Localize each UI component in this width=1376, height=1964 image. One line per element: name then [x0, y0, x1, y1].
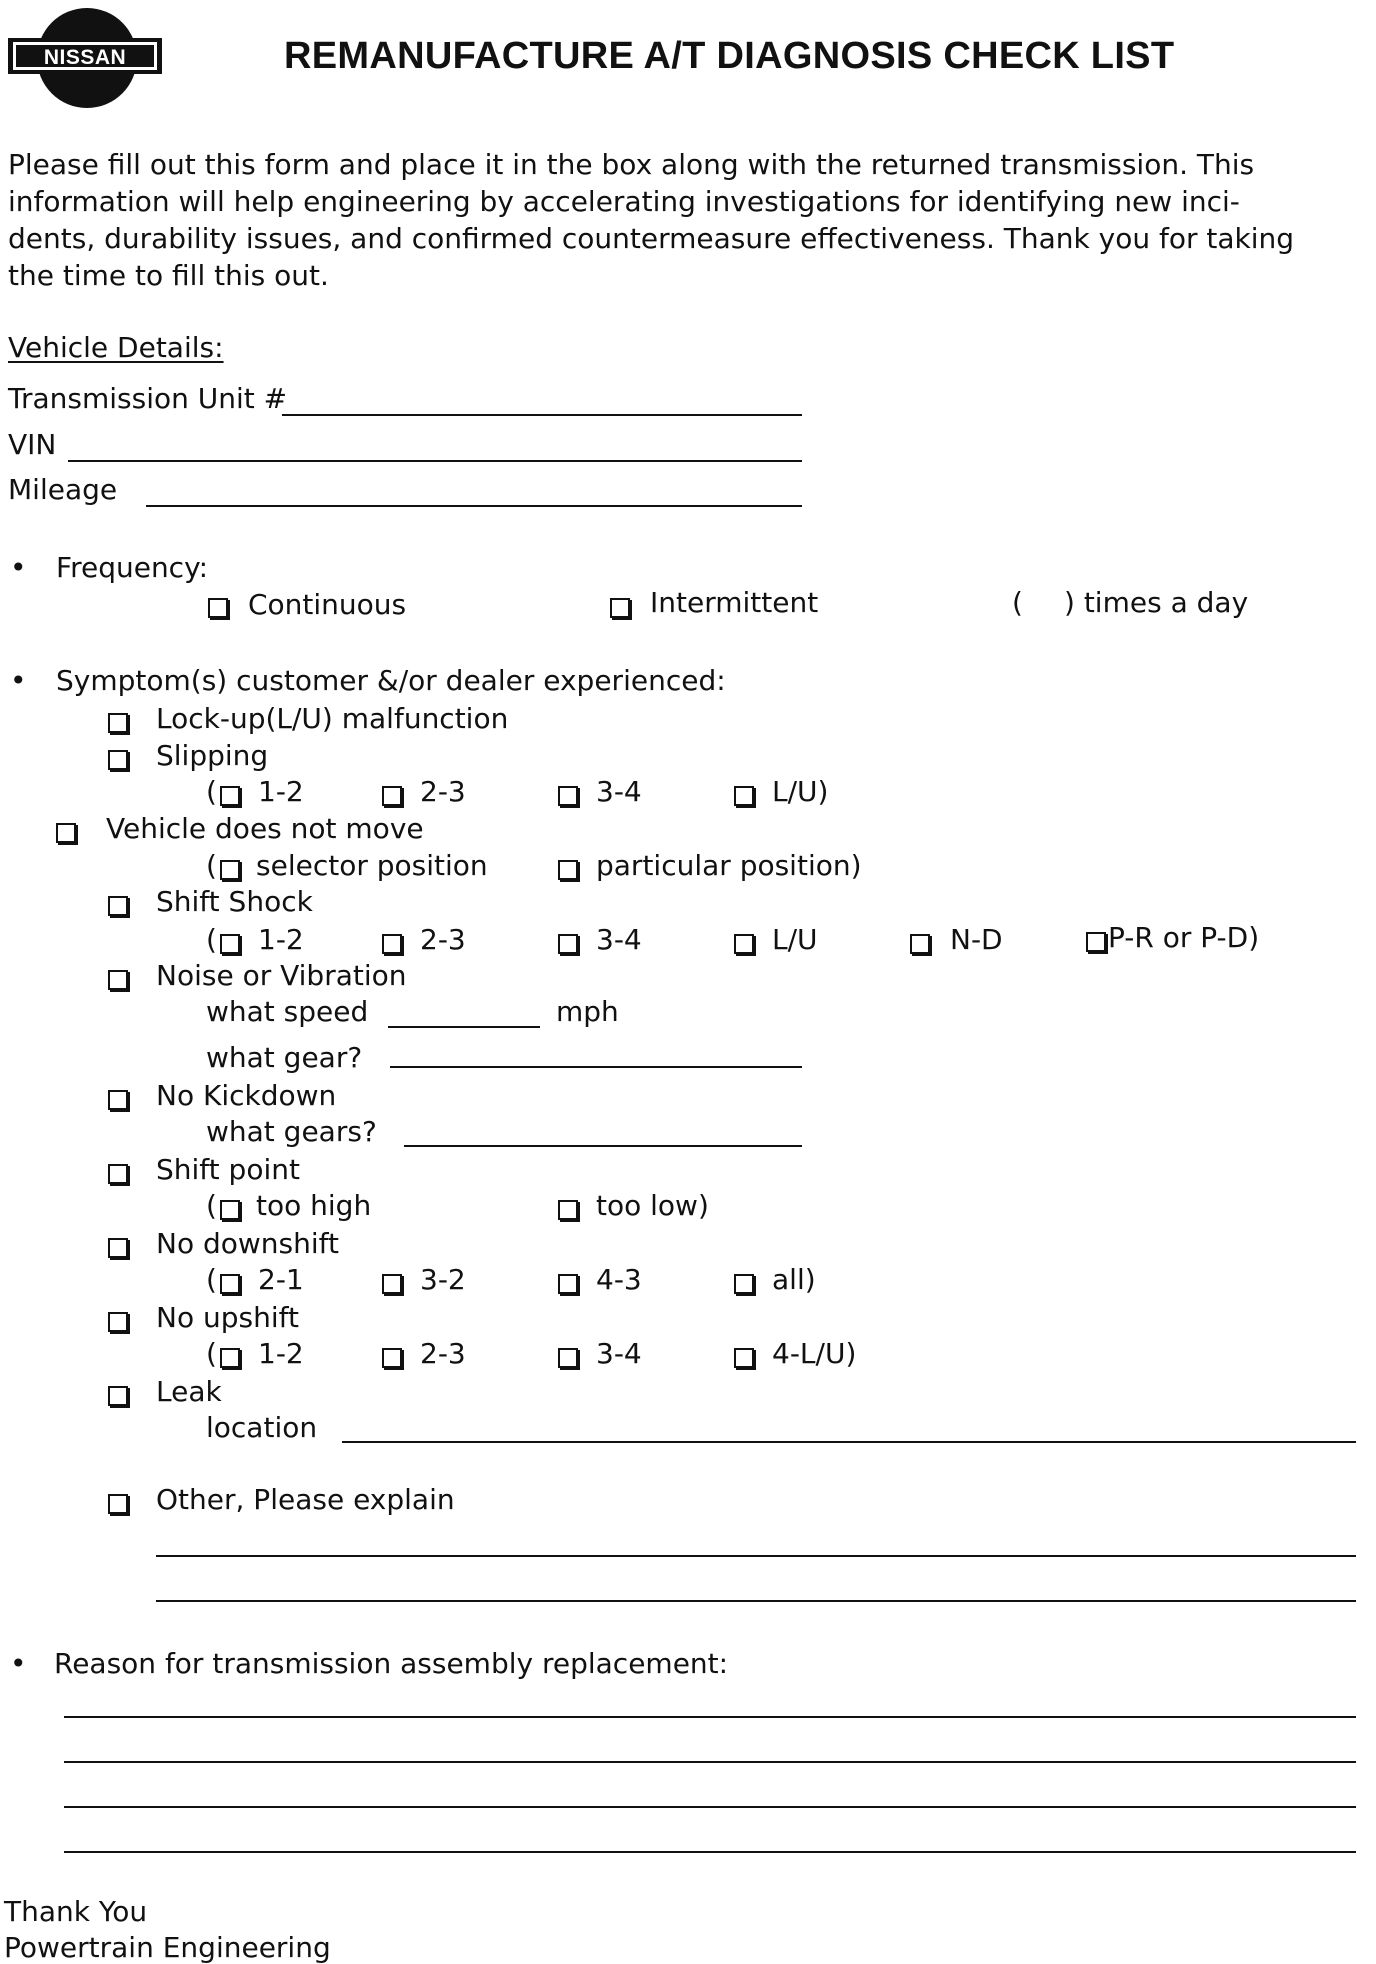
leak-label: Leak — [156, 1375, 222, 1408]
paren-open: ( — [206, 923, 217, 956]
frequency-label: Frequency: — [56, 551, 209, 584]
down-4-3-label: 4-3 — [596, 1263, 642, 1296]
continuous-label: Continuous — [248, 588, 407, 621]
up-3-4-label: 3-4 — [596, 1337, 642, 1370]
shock-2-3-checkbox[interactable] — [382, 934, 402, 954]
intermittent-label: Intermittent — [650, 586, 819, 619]
other-explain-line-1[interactable] — [156, 1555, 1356, 1557]
what-gear-label: what gear? — [206, 1041, 363, 1074]
bullet: • — [10, 551, 27, 584]
shock-lu-label: L/U — [772, 923, 818, 956]
too-high-checkbox[interactable] — [220, 1200, 240, 1220]
nissan-logo — [8, 4, 162, 112]
no-move-label: Vehicle does not move — [106, 812, 424, 845]
shift-point-checkbox[interactable] — [108, 1164, 128, 1184]
lockup-checkbox[interactable] — [108, 713, 128, 733]
no-kickdown-label: No Kickdown — [156, 1079, 337, 1112]
speed-field[interactable] — [388, 1026, 540, 1028]
intro-line: Please fill out this form and place it in the box along with the returned transmission. This — [8, 148, 1255, 181]
slip-2-3-label: 2-3 — [420, 775, 466, 808]
paren-open: ( — [206, 1263, 217, 1296]
up-3-4-checkbox[interactable] — [558, 1348, 578, 1368]
shock-3-4-label: 3-4 — [596, 923, 642, 956]
slip-1-2-checkbox[interactable] — [220, 786, 240, 806]
up-2-3-label: 2-3 — [420, 1337, 466, 1370]
up-1-2-checkbox[interactable] — [220, 1348, 240, 1368]
reason-line-1[interactable] — [64, 1716, 1356, 1718]
leak-checkbox[interactable] — [108, 1386, 128, 1406]
department-text: Powertrain Engineering — [4, 1931, 331, 1964]
shift-point-label: Shift point — [156, 1153, 300, 1186]
intermittent-checkbox[interactable] — [610, 598, 630, 618]
intro-line: information will help engineering by accelerating investigations for identifying new inci- — [8, 185, 1240, 218]
selector-position-checkbox[interactable] — [220, 860, 240, 880]
shock-1-2-label: 1-2 — [258, 923, 304, 956]
other-explain-line-2[interactable] — [156, 1600, 1356, 1602]
shock-nd-label: N-D — [950, 923, 1003, 956]
slip-2-3-checkbox[interactable] — [382, 786, 402, 806]
slip-3-4-checkbox[interactable] — [558, 786, 578, 806]
other-label: Other, Please explain — [156, 1483, 455, 1516]
transmission-unit-field[interactable] — [282, 414, 802, 416]
paren-open: ( — [206, 1337, 217, 1370]
down-2-1-checkbox[interactable] — [220, 1274, 240, 1294]
times-open-paren: ( — [1012, 586, 1023, 619]
down-3-2-checkbox[interactable] — [382, 1274, 402, 1294]
what-gears-label: what gears? — [206, 1115, 377, 1148]
times-a-day-label: ) times a day — [1064, 586, 1249, 619]
page-title: REMANUFACTURE A/T DIAGNOSIS CHECK LIST — [284, 35, 1175, 77]
particular-position-checkbox[interactable] — [558, 860, 578, 880]
shock-1-2-checkbox[interactable] — [220, 934, 240, 954]
shock-3-4-checkbox[interactable] — [558, 934, 578, 954]
slip-lu-label: L/U) — [772, 775, 829, 808]
down-3-2-label: 3-2 — [420, 1263, 466, 1296]
noise-label: Noise or Vibration — [156, 959, 407, 992]
no-downshift-checkbox[interactable] — [108, 1238, 128, 1258]
mileage-field[interactable] — [146, 505, 802, 507]
too-low-checkbox[interactable] — [558, 1200, 578, 1220]
gear-field[interactable] — [390, 1066, 802, 1068]
too-low-label: too low) — [596, 1189, 709, 1222]
slip-1-2-label: 1-2 — [258, 775, 304, 808]
selector-position-label: selector position — [256, 849, 488, 882]
paren-open: ( — [206, 1189, 217, 1222]
symptoms-label: Symptom(s) customer &/or dealer experienced: — [56, 664, 726, 697]
vehicle-details-heading: Vehicle Details: — [8, 331, 224, 364]
logo-text: NISSAN — [43, 46, 127, 69]
reason-line-2[interactable] — [64, 1761, 1356, 1763]
down-4-3-checkbox[interactable] — [558, 1274, 578, 1294]
noise-checkbox[interactable] — [108, 970, 128, 990]
intro-paragraph — [8, 146, 1368, 294]
intro-line: the time to fill this out. — [8, 259, 329, 292]
shock-lu-checkbox[interactable] — [734, 934, 754, 954]
intro-line: dents, durability issues, and confirmed countermeasure effectiveness. Thank you for taking — [8, 222, 1295, 255]
up-4-lu-label: 4-L/U) — [772, 1337, 857, 1370]
no-move-checkbox[interactable] — [56, 823, 76, 843]
transmission-unit-label: Transmission Unit # — [8, 382, 288, 415]
no-kickdown-checkbox[interactable] — [108, 1090, 128, 1110]
reason-line-4[interactable] — [64, 1851, 1356, 1853]
vin-field[interactable] — [68, 460, 802, 462]
gears-field[interactable] — [404, 1145, 802, 1147]
up-1-2-label: 1-2 — [258, 1337, 304, 1370]
slip-lu-checkbox[interactable] — [734, 786, 754, 806]
too-high-label: too high — [256, 1189, 372, 1222]
up-2-3-checkbox[interactable] — [382, 1348, 402, 1368]
reason-label: Reason for transmission assembly replacement: — [54, 1647, 729, 1680]
down-2-1-label: 2-1 — [258, 1263, 304, 1296]
down-all-label: all) — [772, 1263, 816, 1296]
slipping-checkbox[interactable] — [108, 750, 128, 770]
shock-nd-checkbox[interactable] — [910, 934, 930, 954]
slip-3-4-label: 3-4 — [596, 775, 642, 808]
shock-2-3-label: 2-3 — [420, 923, 466, 956]
thank-you-text: Thank You — [4, 1895, 148, 1928]
no-downshift-label: No downshift — [156, 1227, 339, 1260]
down-all-checkbox[interactable] — [734, 1274, 754, 1294]
bullet: • — [10, 664, 27, 697]
shift-shock-label: Shift Shock — [156, 885, 313, 918]
bullet: • — [10, 1647, 27, 1680]
what-speed-label: what speed — [206, 995, 369, 1028]
no-upshift-label: No upshift — [156, 1301, 299, 1334]
mph-label: mph — [556, 995, 619, 1028]
paren-open: ( — [206, 775, 217, 808]
other-checkbox[interactable] — [108, 1494, 128, 1514]
slipping-label: Slipping — [156, 739, 269, 772]
paren-open: ( — [206, 849, 217, 882]
no-upshift-checkbox[interactable] — [108, 1312, 128, 1332]
leak-location-field[interactable] — [342, 1441, 1356, 1443]
shift-shock-checkbox[interactable] — [108, 896, 128, 916]
reason-line-3[interactable] — [64, 1806, 1356, 1808]
up-4-lu-checkbox[interactable] — [734, 1348, 754, 1368]
continuous-checkbox[interactable] — [208, 598, 228, 618]
particular-position-label: particular position) — [596, 849, 862, 882]
location-label: location — [206, 1411, 318, 1444]
lockup-label: Lock-up(L/U) malfunction — [156, 702, 509, 735]
vin-label: VIN — [8, 428, 57, 461]
mileage-label: Mileage — [8, 473, 118, 506]
shock-pr-pd-checkbox[interactable] — [1086, 932, 1106, 952]
shock-pr-pd-label: P-R or P-D) — [1108, 921, 1260, 954]
